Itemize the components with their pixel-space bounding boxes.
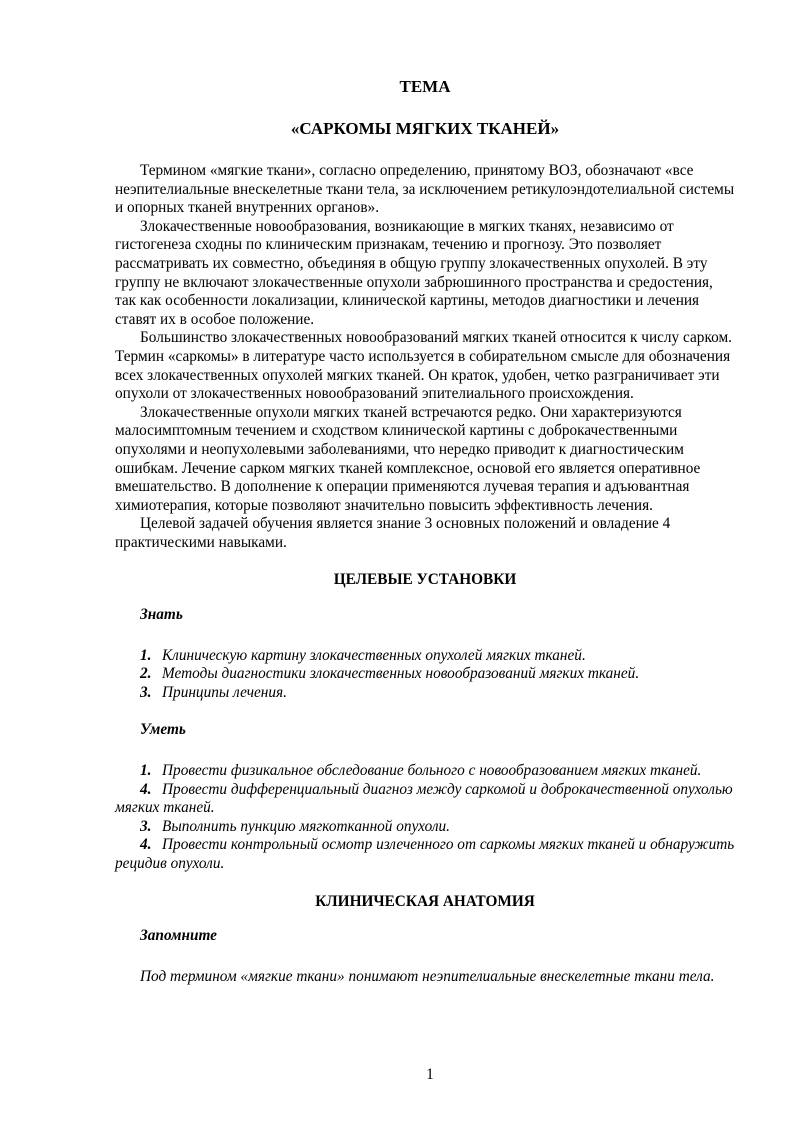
item-text: Принципы лечения. (162, 683, 287, 701)
anatomy-heading: КЛИНИЧЕСКАЯ АНАТОМИЯ (315, 892, 535, 910)
item-text: Методы диагностики злокачественных новообразований мягких тканей. (162, 665, 640, 683)
intro-paragraph: Большинство злокачественных новообразований мягких тканей относится к числу сарком. Термин «саркомы» в литературе часто используется в собирательном смысле для обозначения всех злокачественных опухолей мягких тканей. Он краток, удобен, четко разграничивает эти опухоли от злокачественных новообразований эпителиального происхождения. (115, 329, 732, 403)
list-item (115, 684, 735, 703)
document-subtitle: «САРКОМЫ МЯГКИХ ТКАНЕЙ» (290, 119, 560, 138)
intro-section (115, 162, 735, 552)
list-item (115, 818, 735, 837)
item-number: 4. (140, 836, 152, 854)
intro-paragraph: Целевой задачей обучения является знание 3 основных положений и овладение 4 практическими навыками. (115, 515, 671, 551)
item-number: 1. (140, 646, 152, 664)
can-list (115, 762, 735, 874)
item-text: Клиническую картину злокачественных опухолей мягких тканей. (162, 646, 586, 664)
list-item (115, 762, 735, 781)
item-text: Провести дифференциальный диагноз между саркомой и доброкачественной опухолью мягких тканей. (115, 780, 733, 817)
page-content (115, 78, 735, 986)
intro-paragraph: Термином «мягкие ткани», согласно определению, принятому ВОЗ, обозначают «все неэпителиальные внескелетные ткани тела, за исключением ретикулоэндотелиальной системы и опорных тканей внутренних органов». (115, 162, 735, 217)
list-item (115, 836, 735, 873)
item-number: 4. (140, 780, 152, 798)
know-list (115, 647, 735, 703)
item-number: 1. (140, 762, 152, 780)
page-number: 1 (426, 1066, 434, 1083)
item-number: 3. (140, 683, 152, 701)
remember-label: Запомните (140, 927, 217, 945)
goals-heading: ЦЕЛЕВЫЕ УСТАНОВКИ (333, 571, 517, 589)
document-title: ТЕМА (399, 77, 451, 96)
item-text: Провести физикальное обследование больного с новообразованием мягких тканей. (162, 762, 702, 780)
item-number: 3. (140, 817, 152, 835)
list-item (115, 781, 735, 818)
item-number: 2. (140, 665, 152, 683)
item-text: Выполнить пункцию мягкотканной опухоли. (162, 817, 450, 835)
intro-paragraph: Злокачественные опухоли мягких тканей встречаются редко. Они характеризуются малосимптомным течением и сходством клинической картины с доброкачественными опухолями и неопухолевыми заболеваниями, что нередко приводит к диагностическим ошибкам. Лечение сарком мягких тканей комплексное, основой его является оперативное вмешательство. В дополнение к операции применяются лучевая терапия и адъювантная химиотерапия, которые позволяют значительно повысить эффективность лечения. (115, 403, 701, 514)
can-label: Уметь (140, 721, 186, 739)
list-item (115, 647, 735, 666)
intro-paragraph: Злокачественные новообразования, возникающие в мягких тканях, независимо от гистогенеза сходны по клиническим признакам, течению и прогнозу. Это позволяет рассматривать их совместно, объединяя в общую группу злокачественных опухолей. В эту группу не включают злокачественные опухоли забрюшинного пространства и средостения, так как особенности локализации, клинической картины, методов диагностики и лечения ставят их в особое положение. (115, 217, 713, 328)
list-item (115, 665, 735, 684)
remember-text: Под термином «мягкие ткани» понимают неэпителиальные внескелетные ткани тела. (140, 967, 715, 985)
item-text: Провести контрольный осмотр излеченного от саркомы мягких тканей и обнаружить рецидив опухоли. (115, 836, 735, 872)
know-label: Знать (140, 606, 183, 624)
